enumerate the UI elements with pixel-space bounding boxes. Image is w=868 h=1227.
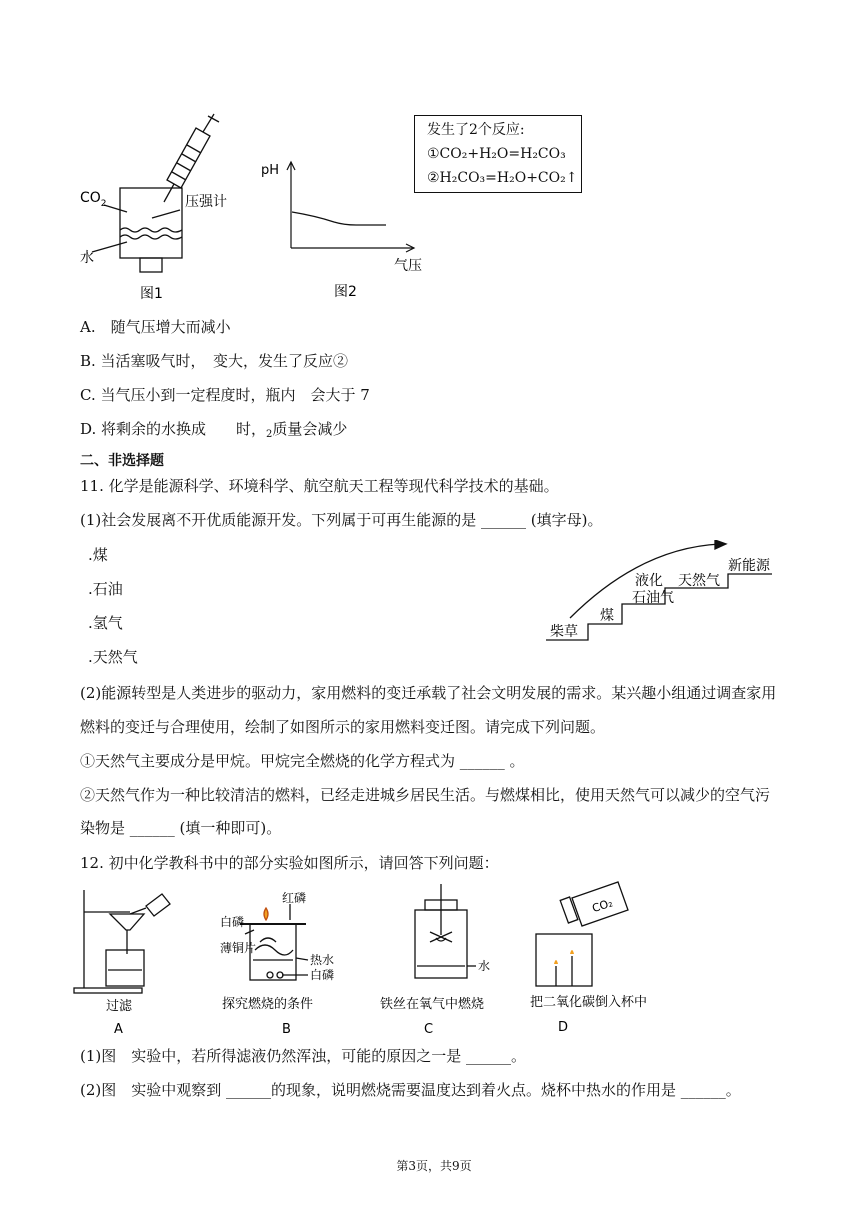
fig2-caption: 图2 [334, 284, 357, 300]
fig-b-letter: B [282, 1022, 291, 1037]
stair-label: 石油气 [632, 590, 674, 606]
fuel-stairs-figure [540, 540, 780, 650]
fig-c-letter: C [424, 1022, 434, 1037]
fig-b-red-phosphorus: 红磷 [282, 891, 307, 905]
reaction-box-title: 发生了2个反应: [427, 122, 525, 138]
q12-part2: (2)图 实验中观察到 ______的现象，说明燃烧需要温度达到着火点。烧杯中热水的作用是 ______。 [80, 1081, 741, 1099]
q11-part1: (1)社会发展离不开优质能源开发。下列属于可再生能源的是 ______ (填字母)。 [80, 511, 603, 529]
fig-b-white-phosphorus-2: 白磷 [310, 968, 335, 982]
fig-d-label: 把二氧化碳倒入杯中 [530, 995, 648, 1010]
stair-label: 液化 [635, 573, 663, 589]
section-heading: 二、非选择题 [80, 453, 164, 469]
q11-choice: .氢气 [88, 614, 123, 632]
fig-d-letter: D [558, 1020, 569, 1035]
q11-choice: .天然气 [88, 648, 138, 666]
gas-arrow-icon: ↑ [565, 170, 578, 186]
option-a: A. 随气压增大而减小 [80, 318, 231, 336]
figure-1 [72, 110, 252, 310]
fig-b-white-phosphorus: 白磷 [220, 915, 245, 929]
fig1-caption: 图1 [140, 286, 163, 302]
figure-2 [256, 150, 436, 305]
q11-subq2-line1: ②天然气作为一种比较清洁的燃料，已经走进城乡居民生活。与燃煤相比，使用天然气可以减少的空气污 [80, 786, 771, 804]
fig-b-label: 探究燃烧的条件 [222, 997, 314, 1012]
ph-curve [292, 212, 386, 225]
fig-c-water: 水 [478, 959, 491, 973]
q11-subq1: ①天然气主要成分是甲烷。甲烷完全燃烧的化学方程式为 ______ 。 [80, 752, 525, 770]
q11-part2-line2: 燃料的变迁与合理使用，绘制了如图所示的家用燃料变迁图。请完成下列问题。 [80, 718, 606, 736]
fig-a-label: 过滤 [106, 999, 133, 1014]
option-b: B. 当活塞吸气时， 变大，发生了反应② [80, 352, 349, 370]
fig1-co2-label: $CO_2$ [80, 190, 107, 209]
fig2-xlabel: 气压 [394, 258, 422, 274]
reaction-box [414, 115, 582, 193]
option-c: C. 当气压小到一定程度时，瓶内 会大于 7 [80, 386, 370, 404]
reaction-2: ②H₂CO₃=H₂O+CO₂↑ [427, 170, 578, 186]
fig-c-label: 铁丝在氧气中燃烧 [380, 997, 485, 1012]
q12-part1: (1)图 实验中，若所得滤液仍然浑浊，可能的原因之一是 ______。 [80, 1047, 527, 1065]
fig-a-letter: A [114, 1022, 123, 1037]
fig-b-copper: 薄铜片 [220, 941, 257, 955]
fig2-ylabel: pH [261, 163, 280, 178]
q12-stem: 12. 初中化学教科书中的部分实验如图所示，请回答下列问题： [80, 854, 499, 872]
experiment-figures [70, 880, 690, 1040]
fig-b-hot-water: 热水 [310, 953, 335, 967]
q11-stem: 11. 化学是能源科学、环境科学、航空航天工程等现代科学技术的基础。 [80, 477, 559, 495]
stair-label: 柴草 [550, 624, 578, 640]
reaction-1: ①CO₂+H₂O=H₂CO₃ [427, 146, 566, 162]
stair-label: 天然气 [678, 573, 720, 589]
fig-d-co2: CO₂ [590, 896, 615, 916]
q11-choice: .煤 [88, 546, 108, 564]
q11-part2-line1: (2)能源转型是人类进步的驱动力，家用燃料的变迁承载了社会文明发展的需求。某兴趣小组通过调查家用 [80, 684, 777, 702]
fig1-water-label: 水 [80, 250, 94, 266]
page-footer: 第3页，共9页 [396, 1159, 472, 1173]
q11-subq2-line2: 染物是 ______ (填一种即可)。 [80, 819, 282, 837]
q11-choice: .石油 [88, 580, 123, 598]
stair-label: 煤 [600, 608, 614, 624]
stair-label: 新能源 [728, 558, 770, 574]
option-d: D. 将剩余的水换成 时，$_2$质量会减少 [80, 420, 348, 440]
fig1-gauge-label: 压强计 [185, 194, 227, 210]
